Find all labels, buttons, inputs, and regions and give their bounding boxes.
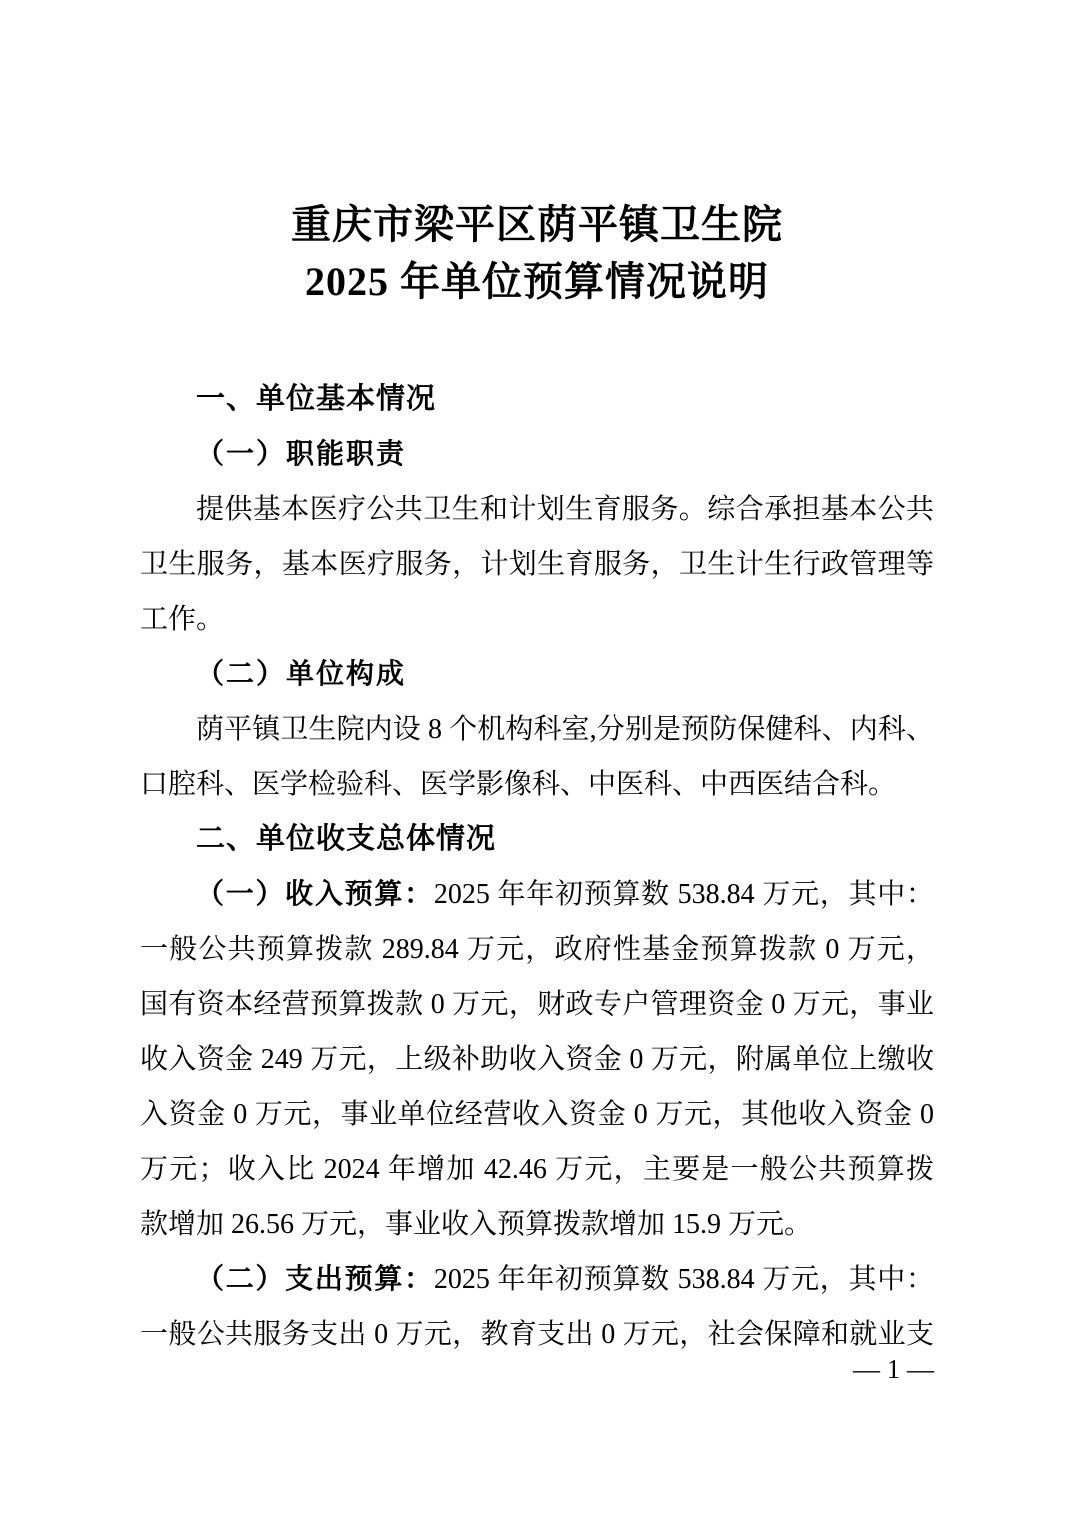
paragraph-line (140, 977, 934, 1032)
paragraph-line (140, 757, 934, 812)
title-line-1: 重庆市梁平区荫平镇卫生院 (291, 202, 783, 247)
section-heading (140, 812, 934, 867)
line-text: 一般公共预算拨款 289.84 万元，政府性基金预算拨款 0 万元， (140, 934, 934, 965)
paragraph-line (140, 1252, 934, 1307)
paragraph-line (140, 922, 934, 977)
line-text: 口腔科、医学检验科、医学影像科、中医科、中西医结合科。 (140, 769, 897, 800)
line-text: 2025 年年初预算数 538.84 万元，其中： (433, 1264, 934, 1295)
line-text: 入资金 0 万元，事业单位经营收入资金 0 万元，其他收入资金 0 (140, 1099, 934, 1130)
line-text: 款增加 26.56 万元，事业收入预算拨款增加 15.9 万元。 (140, 1209, 813, 1240)
paragraph-line (140, 1307, 934, 1362)
paragraph-line (140, 867, 934, 922)
paragraph-line (140, 592, 934, 647)
line-text: 国有资本经营预算拨款 0 万元，财政专户管理资金 0 万元，事业 (140, 989, 934, 1020)
paragraph-lead: （一）收入预算： (196, 879, 434, 910)
line-text: （一）职能职责 (196, 439, 407, 470)
subsection-heading (140, 427, 934, 482)
line-text: 二、单位收支总体情况 (196, 823, 497, 855)
line-text: 一、单位基本情况 (196, 383, 437, 415)
paragraph-line (140, 1087, 934, 1142)
line-text: 提供基本医疗公共卫生和计划生育服务。综合承担基本公共 (196, 494, 934, 525)
paragraph-line (140, 537, 934, 592)
document-title (0, 196, 1074, 310)
paragraph-line (140, 1197, 934, 1252)
line-text: 收入资金 249 万元，上级补助收入资金 0 万元，附属单位上缴收 (140, 1044, 934, 1075)
line-text: 工作。 (140, 604, 225, 635)
paragraph-line (140, 1032, 934, 1087)
line-text: 一般公共服务支出 0 万元，教育支出 0 万元，社会保障和就业支 (140, 1319, 934, 1350)
subsection-heading (140, 647, 934, 702)
line-text: 万元；收入比 2024 年增加 42.46 万元，主要是一般公共预算拨 (140, 1154, 934, 1185)
page-number: — 1 — (853, 1354, 934, 1384)
line-text: 荫平镇卫生院内设 8 个机构科室,分别是预防保健科、内科、 (196, 714, 934, 745)
section-heading (140, 372, 934, 427)
document-body (140, 372, 934, 1362)
line-text: （二）单位构成 (196, 659, 407, 690)
line-text: 2025 年年初预算数 538.84 万元，其中： (433, 879, 934, 910)
paragraph-line (140, 702, 934, 757)
paragraph-line (140, 1142, 934, 1197)
title-line-2: 2025 年单位预算情况说明 (305, 259, 769, 304)
paragraph-lead: （二）支出预算： (196, 1264, 434, 1295)
paragraph-line (140, 482, 934, 537)
line-text: 卫生服务，基本医疗服务，计划生育服务，卫生计生行政管理等 (140, 549, 934, 580)
